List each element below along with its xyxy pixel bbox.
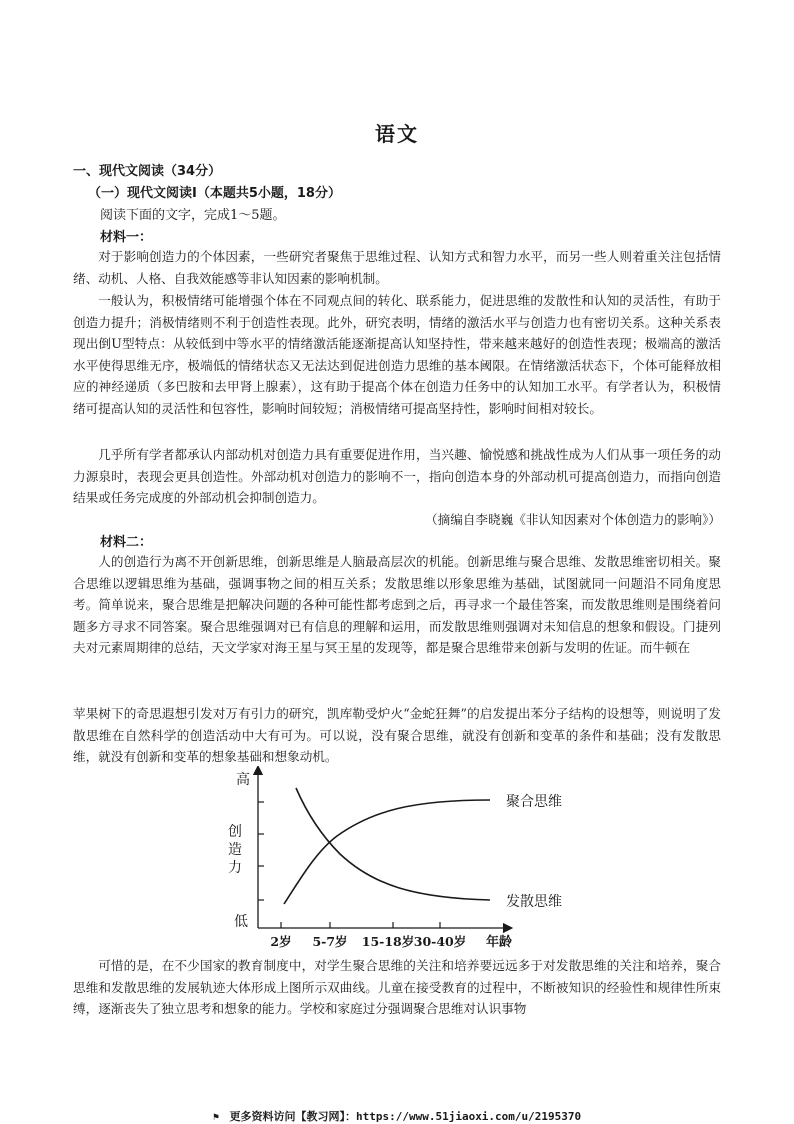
page-title: 语文 xyxy=(375,122,419,146)
y-high-label: 高 xyxy=(236,772,250,788)
series-line-convergent xyxy=(284,800,490,904)
material-one-paragraph-1: 对于影响创造力的个体因素，一些研究者聚焦于思维过程、认知方式和智力水平，而另一些人则着重关注包括情绪、动机、人格、自我效能感等非认知因素的影响机制。 xyxy=(73,249,721,286)
material-one-source: （摘编自李晓巍《非认知因素对个体创造力的影响》） xyxy=(425,512,721,527)
material-one-paragraph-2: 一般认为，积极情绪可能增强个体在不同观点间的转化、联系能力，促进思维的发散性和认知的灵活性，有助于创造力提升；消极情绪则不利于创造性表现。此外，研究表明，情绪的激活水平与创造力也有密切关系。这种关系表现出倒U型特点：从较低到中等水平的情绪激活能逐渐提高认知坚持性，带来越来越好的创造性表现；极端高的激活水平使得思维无序，极端低的情绪状态又无法达到促进创造力思维的基本阈限。在情绪激活状态下，个体可能释放相应的神经递质（多巴胺和去甲肾上腺素），这有助于提高个体在创造力任务中的认知加工水平。有学者认为，积极情绪可提高认知的灵活性和包容性，影响时间较短；消极情绪可提高坚持性，影响时间相对较长。 xyxy=(73,293,721,416)
reading-instruction: 阅读下面的文字，完成1～5题。 xyxy=(100,208,286,223)
series-label-convergent: 聚合思维 xyxy=(506,794,562,810)
series-line-divergent xyxy=(296,788,490,900)
material-two-paragraph-3: 可惜的是，在不少国家的教育制度中，对学生聚合思维的关注和培养要远远多于对发散思维的关注和培养，聚合思维和发散思维的发展轨迹大体形成上图所示双曲线。儿童在接受教育的过程中，不断被知识的经验性和规律性所束缚，逐渐丧失了独立思考和想象的能力。学校和家庭过分强调聚合思维对认识事物 xyxy=(73,958,721,1017)
subsection-heading: （一）现代文阅读Ⅰ（本题共5小题，18分） xyxy=(88,186,341,201)
x-axis-label: 年龄 xyxy=(486,935,513,950)
material-one-paragraph-3: 几乎所有学者都承认内部动机对创造力具有重要促进作用，当兴趣、愉悦感和挑战性成为人们从事一项任务的动力源泉时，表现会更具创造性。外部动机对创造力的影响不一，指向创造本身的外部动机可提高创造力，而指向创造结果或任务完成度的外部动机会抑制创造力。 xyxy=(73,447,721,506)
x-tick-label: 5-7岁 xyxy=(312,934,348,949)
flag-icon: ⚑ xyxy=(212,1112,219,1123)
thinking-development-chart xyxy=(222,766,582,956)
footer xyxy=(0,1108,794,1124)
y-ticks xyxy=(258,802,264,900)
y-axis-label: 创 造 力 xyxy=(228,824,242,876)
material-two-label: 材料二： xyxy=(100,535,153,550)
material-one-label: 材料一： xyxy=(100,230,153,245)
x-ticks xyxy=(281,922,440,928)
section-heading: 一、现代文阅读（34分） xyxy=(73,164,222,179)
footer-link-text[interactable]: 更多资料访问【教习网】：https://www.51jiaoxi.com/u/2195370 xyxy=(229,1110,582,1123)
series-label-divergent: 发散思维 xyxy=(506,894,562,910)
material-two-paragraph-2: 苹果树下的奇思遐想引发对万有引力的研究，凯库勒受炉火“金蛇狂舞”的启发提出苯分子结构的设想等，则说明了发散思维在自然科学的创造活动中大有可为。可以说，没有聚合思维，就没有创新和变革的条件和基础；没有发散思维，就没有创新和变革的想象基础和想象动机。 xyxy=(73,706,721,765)
y-low-label: 低 xyxy=(234,914,248,930)
material-two-paragraph-1: 人的创造行为离不开创新思维，创新思维是人脑最高层次的机能。创新思维与聚合思维、发散思维密切相关。聚合思维以逻辑思维为基础，强调事物之间的相互关系；发散思维以形象思维为基础，试图就同一问题沿不同角度思考。简单说来，聚合思维是把解决问题的各种可能性都考虑到之后，再寻求一个最佳答案，而发散思维则是围绕着问题多方寻求不同答案。聚合思维强调对已有信息的理解和运用，而发散思维则强调对未知信息的想象和假设。门捷列夫对元素周期律的总结，天文学家对海王星与冥王星的发现等，都是聚合思维带来创新与发明的佐证。而牛顿在 xyxy=(73,554,721,656)
x-tick-label: 2岁 xyxy=(270,934,292,949)
x-tick-label: 30-40岁 xyxy=(413,934,467,949)
x-tick-label: 15-18岁 xyxy=(361,934,415,949)
